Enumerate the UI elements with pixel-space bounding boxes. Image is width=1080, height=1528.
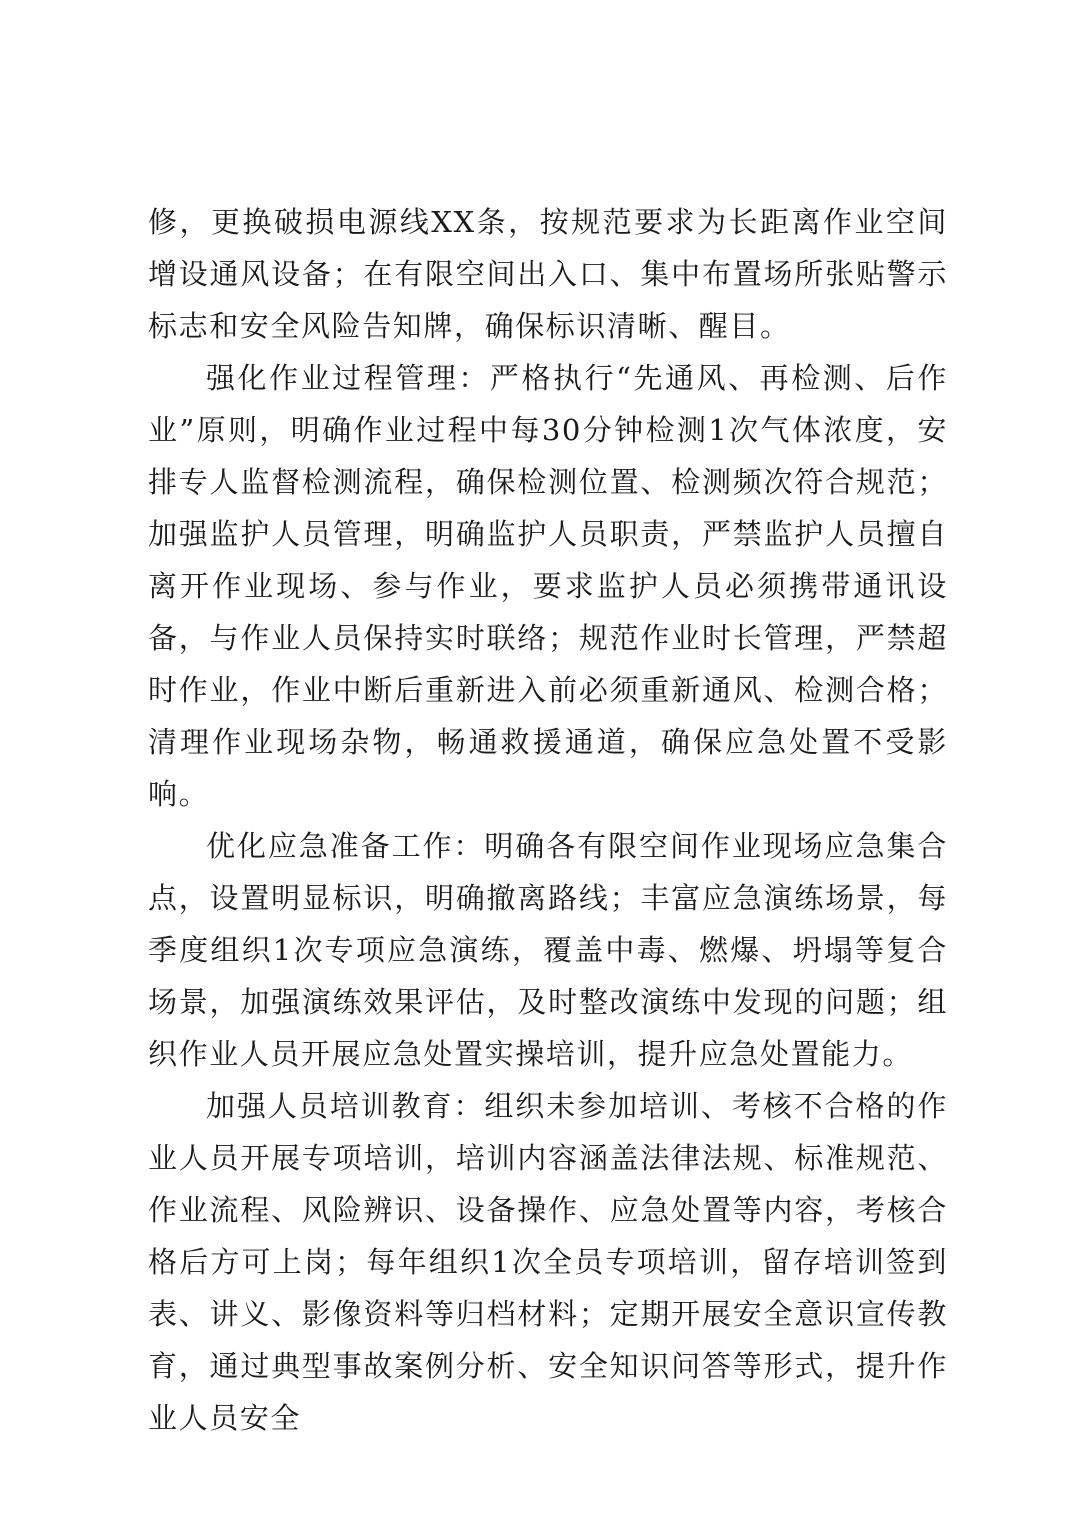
paragraph-work-process-management: 强化作业过程管理：严格执行“先通风、再检测、后作业”原则，明确作业过程中每30分钟检测1次气体浓度，安排专人监督检测流程，确保检测位置、检测频次符合规范；加强监护人员管理，明确监护人员职责，严禁监护人员擅自离开作业现场、参与作业，要求监护人员必须携带通讯设备，与作业人员保持实时联络；规范作业时长管理，严禁超时作业，作业中断后重新进入前必须重新通风、检测合格；清理作业现场杂物，畅通救援通道，确保应急处置不受影响。 — [148, 361, 948, 811]
paragraph-emergency-preparation: 优化应急准备工作：明确各有限空间作业现场应急集合点，设置明显标识，明确撤离路线；丰富应急演练场景，每季度组织1次专项应急演练，覆盖中毒、燃爆、坍塌等复合场景，加强演练效果评估，及时整改演练中发现的问题；组织作业人员开展应急处置实操培训，提升应急处置能力。 — [148, 829, 948, 1071]
paragraph-personnel-training: 加强人员培训教育：组织未参加培训、考核不合格的作业人员开展专项培训，培训内容涵盖法律法规、标准规范、作业流程、风险辨识、设备操作、应急处置等内容，考核合格后方可上岗；每年组织1次全员专项培训，留存培训签到表、讲义、影像资料等归档材料；定期开展安全意识宣传教育，通过典型事故案例分析、安全知识问答等形式，提升作业人员安全 — [148, 1089, 948, 1435]
document-body — [148, 196, 948, 1444]
paragraph-continuation: 修，更换破损电源线XX条，按规范要求为长距离作业空间增设通风设备；在有限空间出入口、集中布置场所张贴警示标志和安全风险告知牌，确保标识清晰、醒目。 — [148, 205, 948, 343]
